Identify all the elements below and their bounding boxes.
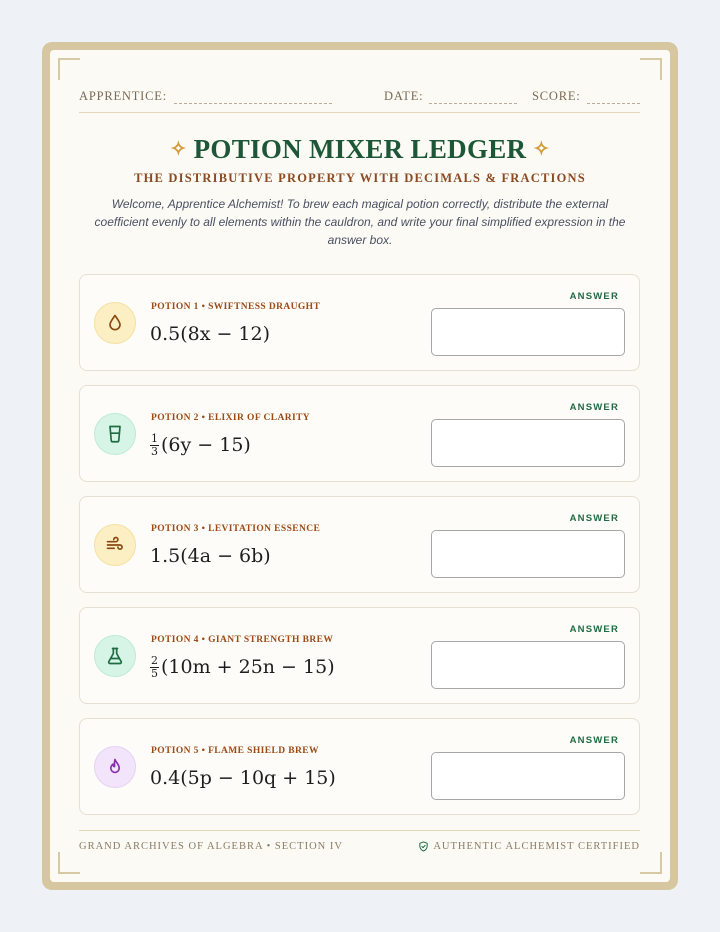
corner-ornament [640,852,662,874]
worksheet-sheet [50,50,670,882]
date-field[interactable] [429,103,517,104]
date-label: DATE: [384,89,424,103]
wind-icon [105,535,125,555]
potion-label: POTION 4 • GIANT STRENGTH BREW [151,635,334,645]
answer-input[interactable] [431,530,625,578]
answer-input[interactable] [431,419,625,467]
instructions: Welcome, Apprentice Alchemist! To brew each magical potion correctly, distribute the external coefficient evenly to all elements within the cauldron, and write your final simplified expression in the answer box. [94,197,626,247]
student-info-bar [79,85,640,113]
corner-ornament [58,852,80,874]
potion-card [79,718,640,815]
answer-input[interactable] [431,641,625,689]
page-subtitle: THE DISTRIBUTIVE PROPERTY WITH DECIMALS & FRACTIONS [134,171,586,185]
footer-certification [418,841,640,852]
potion-card [79,496,640,593]
footer-source: GRAND ARCHIVES OF ALGEBRA • SECTION IV [79,841,343,852]
potion-card [79,385,640,482]
potion-expression [150,763,336,793]
shield-check-icon [418,841,429,852]
potion-label: POTION 5 • FLAME SHIELD BREW [151,746,319,756]
flask-icon [105,646,125,666]
answer-label: ANSWER [569,735,619,746]
fraction-coefficient [150,433,159,458]
potion-icon-badge [94,524,136,566]
potion-icon-badge [94,746,136,788]
drop-icon [105,313,125,333]
corner-ornament [58,58,80,80]
potion-expression [150,541,271,571]
inner-expression: (5p − 10q + 15) [180,767,336,789]
potion-label: POTION 1 • SWIFTNESS DRAUGHT [151,302,321,312]
potion-icon-badge [94,635,136,677]
potion-expression [150,319,270,349]
certification-text: AUTHENTIC ALCHEMIST CERTIFIED [433,841,640,852]
glass-icon [105,424,125,444]
potion-label: POTION 3 • LEVITATION ESSENCE [151,524,321,534]
flame-icon [105,757,125,777]
coefficient: 1.5 [150,545,181,567]
potion-label: POTION 2 • ELIXIR OF CLARITY [151,413,311,423]
potion-icon-badge [94,413,136,455]
title-text: POTION MIXER LEDGER [193,134,527,164]
fraction-denominator: 3 [151,444,158,458]
fraction-numerator: 2 [151,653,158,667]
answer-label: ANSWER [569,513,619,524]
inner-expression: (8x − 12) [180,323,271,345]
fraction-denominator: 5 [151,666,158,680]
inner-expression: (6y − 15) [161,434,251,456]
coefficient: 0.5 [150,323,181,345]
corner-ornament [640,58,662,80]
coefficient: 0.4 [150,767,181,789]
potion-card [79,274,640,371]
answer-label: ANSWER [569,624,619,635]
worksheet-frame [42,42,678,890]
fraction-numerator: 1 [151,431,158,445]
potion-card [79,607,640,704]
apprentice-label: APPRENTICE: [79,89,167,103]
answer-label: ANSWER [569,291,619,302]
score-field[interactable] [587,103,640,104]
fraction-coefficient [150,655,159,680]
answer-input[interactable] [431,308,625,356]
page-footer [79,830,640,856]
score-label: SCORE: [532,89,581,103]
potion-expression [150,652,335,682]
page-title [50,134,670,165]
apprentice-field[interactable] [174,103,332,104]
answer-input[interactable] [431,752,625,800]
sparkle-icon: ✧ [170,139,187,160]
inner-expression: (4a − 6b) [180,545,271,567]
potion-icon-badge [94,302,136,344]
sparkle-icon: ✧ [533,139,550,160]
answer-label: ANSWER [569,402,619,413]
potion-expression [150,430,251,460]
inner-expression: (10m + 25n − 15) [161,656,335,678]
